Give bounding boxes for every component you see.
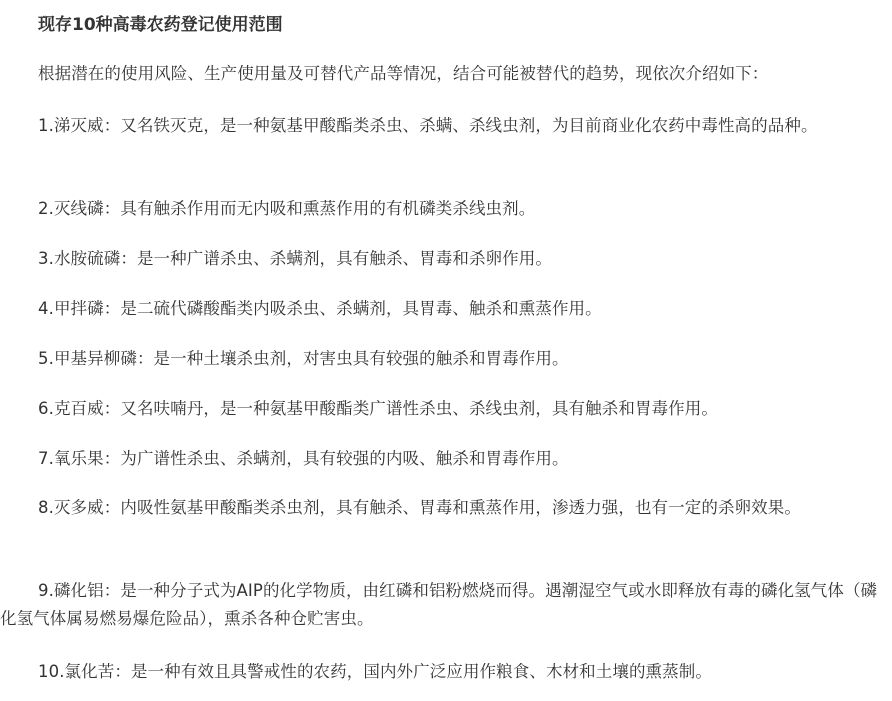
- pesticide-item-9: 9.磷化铝：是一种分子式为AIP的化学物质，由红磷和铝粉燃烧而得。遇潮湿空气或水即释放有毒的磷化氢气体（磷化氢气体属易燃易爆危险品），熏杀各种仓贮害虫。: [0, 581, 878, 628]
- pesticide-item-6: 6.克百威：又名呋喃丹，是一种氨基甲酸酯类广谱性杀虫、杀线虫剂，具有触杀和胃毒作用。: [38, 399, 718, 418]
- pesticide-item-1: 1.涕灭威：又名铁灭克，是一种氨基甲酸酯类杀虫、杀螨、杀线虫剂，为目前商业化农药中毒性高的品种。: [38, 116, 818, 135]
- pesticide-item-3: 3.水胺硫磷：是一种广谱杀虫、杀螨剂，具有触杀、胃毒和杀卵作用。: [38, 249, 552, 268]
- pesticide-item-10: 10.氯化苦：是一种有效且具警戒性的农药，国内外广泛应用作粮食、木材和土壤的熏蒸制。: [38, 662, 712, 681]
- intro-paragraph: 根据潜在的使用风险、生产使用量及可替代产品等情况，结合可能被替代的趋势，现依次介绍如下：: [38, 64, 769, 83]
- pesticide-item-8: 8.灭多威：内吸性氨基甲酸酯类杀虫剂，具有触杀、胃毒和熏蒸作用，渗透力强，也有一定的杀卵效果。: [38, 498, 801, 517]
- pesticide-item-4: 4.甲拌磷：是二硫代磷酸酯类内吸杀虫、杀螨剂，具胃毒、触杀和熏蒸作用。: [38, 299, 602, 318]
- article-title: 现存10种高毒农药登记使用范围: [38, 15, 283, 35]
- pesticide-item-2: 2.灭线磷：具有触杀作用而无内吸和熏蒸作用的有机磷类杀线虫剂。: [38, 199, 536, 218]
- pesticide-item-7: 7.氧乐果：为广谱性杀虫、杀螨剂，具有较强的内吸、触杀和胃毒作用。: [38, 449, 569, 468]
- pesticide-item-5: 5.甲基异柳磷：是一种土壤杀虫剂，对害虫具有较强的触杀和胃毒作用。: [38, 349, 569, 368]
